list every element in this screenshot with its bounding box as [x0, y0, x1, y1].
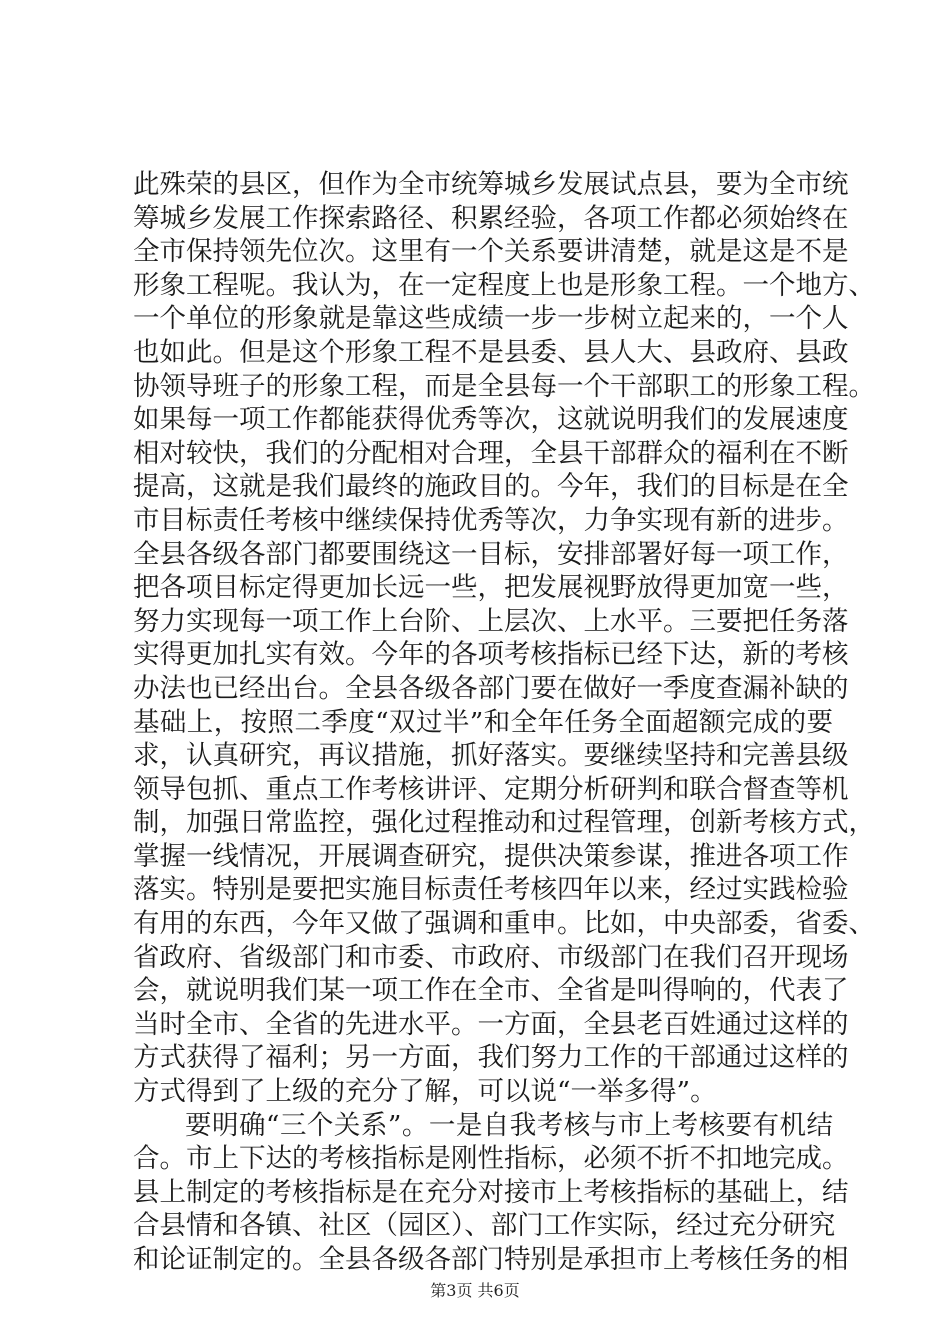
text-line: 和论证制定的。全县各级各部门特别是承担市上考核任务的相 — [133, 1244, 849, 1275]
text-line: 实得更加扎实有效。今年的各项考核指标已经下达，新的考核 — [133, 639, 849, 671]
text-line: 全县各级各部门都要围绕这一目标，安排部署好每一项工作， — [133, 538, 849, 570]
text-line: 一个单位的形象就是靠这些成绩一步一步树立起来的，一个人 — [133, 303, 849, 335]
text-line: 县上制定的考核指标是在充分对接市上考核指标的基础上，结 — [133, 1176, 849, 1208]
text-line: 要明确“三个关系”。一是自我考核与市上考核要有机结 — [185, 1109, 833, 1141]
text-line: 有用的东西，今年又做了强调和重申。比如，中央部委，省委、 — [133, 908, 875, 940]
body-text — [133, 168, 875, 1277]
text-line: 把各项目标定得更加长远一些，把发展视野放得更加宽一些， — [133, 572, 849, 604]
text-line: 协领导班子的形象工程，而是全县每一个干部职工的形象工程。 — [133, 370, 875, 402]
text-line: 方式获得了福利；另一方面，我们努力工作的干部通过这样的 — [133, 1042, 849, 1074]
text-line: 全市保持领先位次。这里有一个关系要讲清楚，就是这是不是 — [133, 236, 849, 268]
text-line: 合县情和各镇、社区（园区）、部门工作实际，经过充分研究 — [133, 1210, 836, 1242]
text-line: 办法也已经出台。全县各级各部门要在做好一季度查漏补缺的 — [133, 672, 849, 704]
text-line: 也如此。但是这个形象工程不是县委、县人大、县政府、县政 — [133, 336, 849, 368]
text-line: 省政府、省级部门和市委、市政府、市级部门在我们召开现场 — [133, 941, 849, 973]
text-line: 筹城乡发展工作探索路径、积累经验，各项工作都必须始终在 — [133, 202, 849, 234]
text-line: 掌握一线情况，开展调查研究，提供决策参谋，推进各项工作 — [133, 840, 849, 872]
text-line: 合。市上下达的考核指标是刚性指标，必须不折不扣地完成。 — [133, 1143, 849, 1175]
text-line: 落实。特别是要把实施目标责任考核四年以来，经过实践检验 — [133, 874, 849, 906]
text-line: 制，加强日常监控，强化过程推动和过程管理，创新考核方式， — [133, 807, 875, 839]
text-line: 基础上，按照二季度“双过半”和全年任务全面超额完成的要 — [133, 706, 833, 738]
page-footer: 第3页 共6页 — [430, 1281, 520, 1300]
text-line: 提高，这就是我们最终的施政目的。今年，我们的目标是在全 — [133, 471, 849, 503]
text-line: 努力实现每一项工作上台阶、上层次、上水平。三要把任务落 — [133, 605, 849, 637]
text-line: 会，就说明我们某一项工作在全市、全省是叫得响的，代表了 — [133, 975, 849, 1007]
text-line: 形象工程呢。我认为，在一定程度上也是形象工程。一个地方、 — [133, 269, 875, 301]
text-line: 相对较快，我们的分配相对合理，全县干部群众的福利在不断 — [133, 437, 849, 469]
text-line: 领导包抓、重点工作考核讲评、定期分析研判和联合督查等机 — [133, 773, 849, 805]
text-line: 方式得到了上级的充分了解，可以说“一举多得”。 — [133, 1076, 717, 1108]
text-line: 当时全市、全省的先进水平。一方面，全县老百姓通过这样的 — [133, 1008, 849, 1040]
text-line: 如果每一项工作都能获得优秀等次，这就说明我们的发展速度 — [133, 404, 849, 436]
text-line: 求，认真研究，再议措施，抓好落实。要继续坚持和完善县级 — [133, 740, 849, 772]
text-line: 此殊荣的县区，但作为全市统筹城乡发展试点县，要为全市统 — [133, 169, 849, 200]
text-line: 市目标责任考核中继续保持优秀等次，力争实现有新的进步。 — [133, 504, 849, 536]
paragraph — [133, 168, 875, 1109]
paragraph — [133, 1109, 849, 1277]
